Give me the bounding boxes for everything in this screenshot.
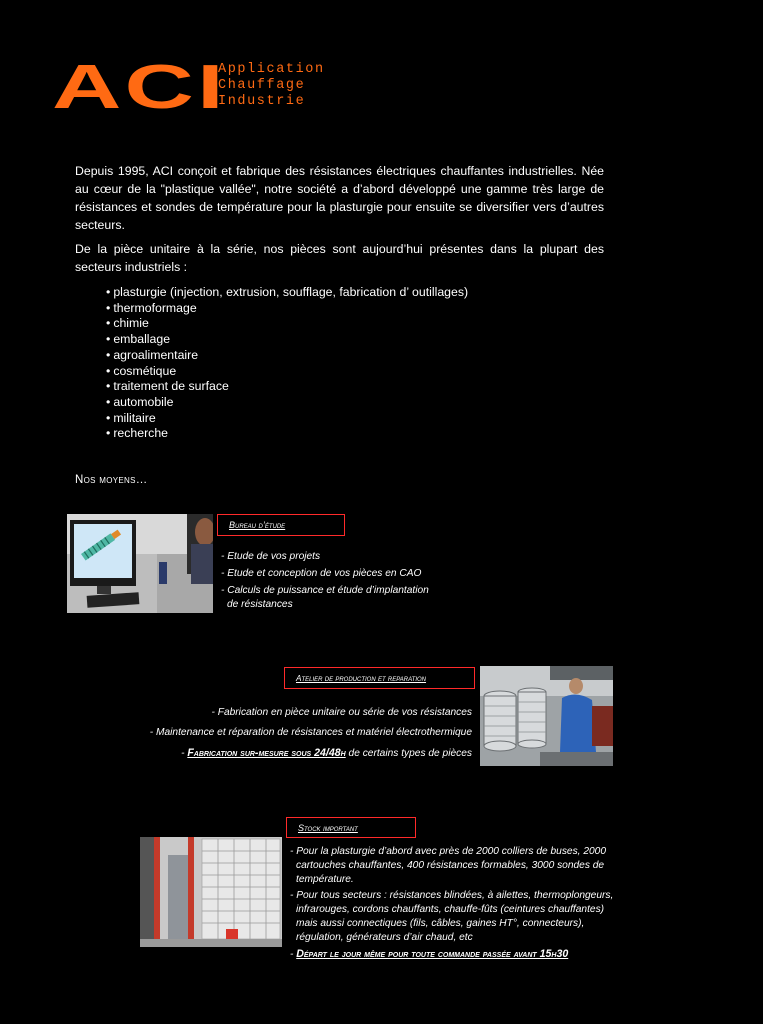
sector-item: • plasturgie (injection, extrusion, soufflage, fabrication d’ outillages) — [106, 285, 468, 301]
bureau-item: - Etude et conception de vos pièces en CAO — [221, 568, 422, 579]
sector-item: • agroalimentaire — [106, 348, 468, 364]
workshop-photo-illustration — [480, 666, 613, 766]
cad-photo-illustration — [67, 514, 213, 613]
stock-tag — [286, 817, 416, 838]
intro-paragraph-2: De la pièce unitaire à la série, nos pièces sont aujourd’hui présentes dans la plupart des secteurs industriels : — [75, 242, 604, 274]
atelier-item: - Fabrication en pièce unitaire ou série de vos résistances — [211, 707, 472, 718]
atelier-items — [150, 703, 472, 764]
sector-item: • traitement de surface — [106, 379, 468, 395]
bureau-etude-tag — [217, 514, 345, 536]
stock-item: cartouches chauffantes, 400 résistances formables, 3000 sondes de — [296, 860, 605, 871]
atelier-tag — [284, 667, 475, 689]
intro-paragraph-1: Depuis 1995, ACI conçoit et fabrique des résistances électriques chauffantes industrielles. Née au cœur de la "plastique vallée", notre société a d’abord développé une gamme très large de résistances et sondes de température pour la plasturgie pour ensuite se diversifier vers d’autres secteurs. — [75, 164, 604, 232]
stock-item: régulation, générateurs d’air chaud, etc — [296, 932, 473, 943]
atelier-item-emphasis: - Fabrication sur-mesure sous 24/48h de certains types de pièces — [181, 747, 472, 759]
moyens-heading: Nos moyens… — [75, 474, 148, 486]
stock-item: température. — [296, 874, 354, 885]
stock-items — [290, 845, 613, 962]
bureau-etude-title: Bureau d’étude — [229, 520, 286, 530]
stock-title: Stock important — [298, 822, 358, 833]
stock-item: - Pour la plasturgie d’abord avec près de 2000 colliers de buses, 2000 — [290, 846, 607, 857]
sector-item: • chimie — [106, 316, 468, 332]
sector-item: • automobile — [106, 395, 468, 411]
logo-line-3: Industrie — [218, 94, 306, 109]
bureau-etude-items — [221, 548, 429, 613]
workshop-photo — [480, 666, 613, 766]
logo-line-2: Chauffage — [218, 78, 306, 93]
sector-item: • cosmétique — [106, 364, 468, 380]
logo-line-1: Application — [218, 62, 325, 77]
stock-item: - Pour tous secteurs : résistances blindées, à ailettes, thermoplongeurs, — [290, 890, 614, 901]
same-day-shipping-emphasis: Départ le jour même pour toute commande passée avant 15h30 — [296, 948, 569, 960]
express-manufacturing-emphasis: Fabrication sur-mesure sous 24/48h — [187, 747, 346, 759]
atelier-title: Atelier de production et reparation — [296, 673, 427, 683]
sector-item: • thermoformage — [106, 301, 468, 317]
logo-word: ACI — [52, 53, 227, 122]
sector-item: • militaire — [106, 411, 468, 427]
sector-list — [106, 285, 468, 442]
logo-tagline — [218, 62, 325, 110]
cad-workstation-photo — [67, 514, 213, 613]
sector-item: • recherche — [106, 426, 468, 442]
bureau-item: de résistances — [227, 599, 293, 610]
bureau-item: - Calculs de puissance et étude d’implantation — [221, 585, 429, 596]
stock-shelves-photo — [140, 837, 282, 947]
sector-item: • emballage — [106, 332, 468, 348]
bureau-item: - Etude de vos projets — [221, 551, 321, 562]
stock-photo-illustration — [140, 837, 282, 947]
intro-text — [75, 162, 604, 282]
stock-item: mais aussi connectiques (fils, câbles, gaines HT°, connecteurs), — [296, 918, 585, 929]
stock-item-emphasis: - Départ le jour même pour toute commande passée avant 15h30 — [290, 948, 569, 960]
atelier-item: - Maintenance et réparation de résistances et matériel électrothermique — [149, 727, 472, 738]
stock-item: infrarouges, cordons chauffants, chauffe-fûts (ceintures chauffantes) — [296, 904, 605, 915]
